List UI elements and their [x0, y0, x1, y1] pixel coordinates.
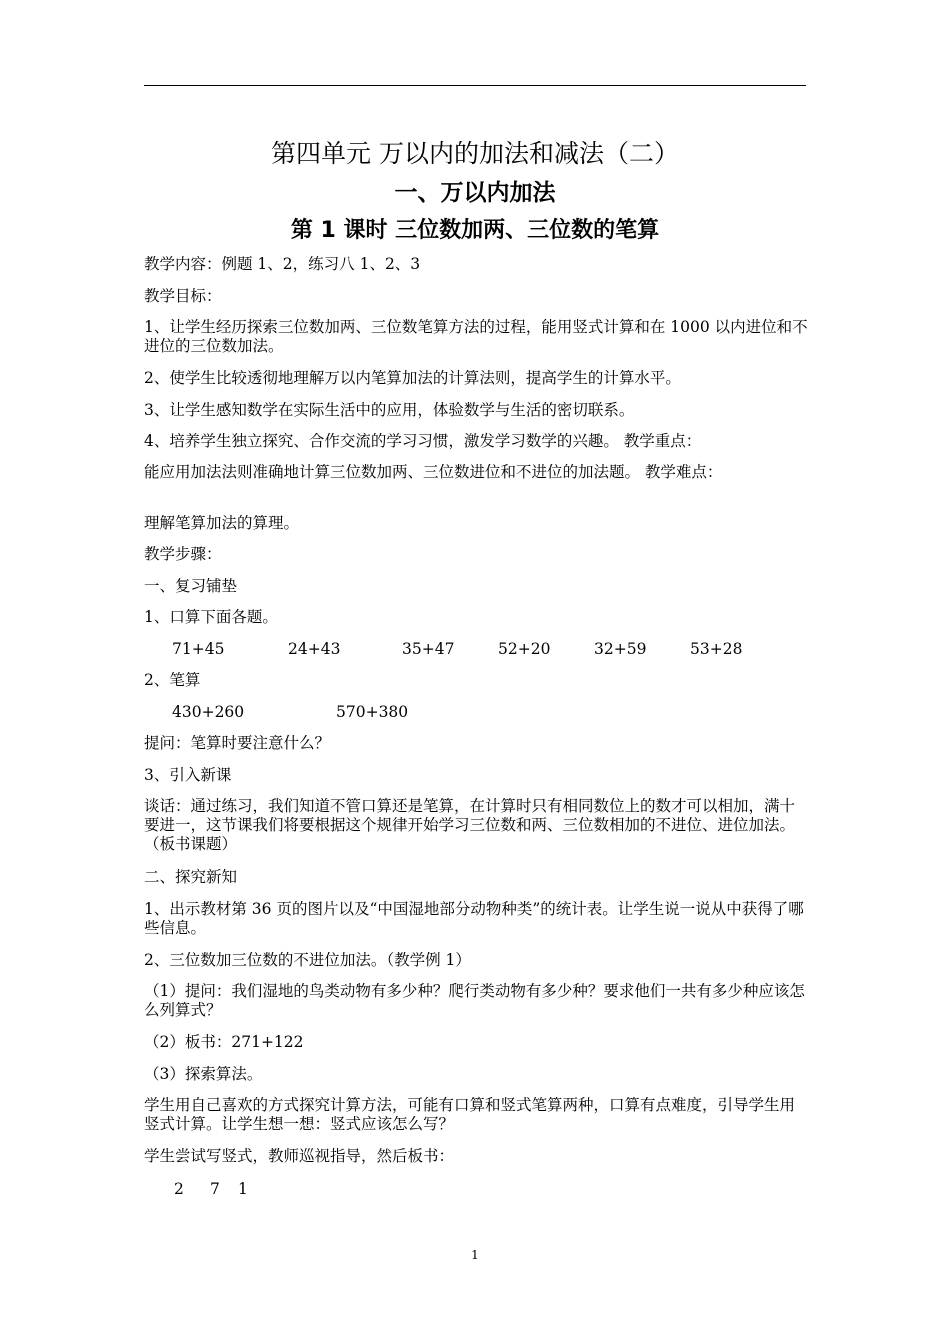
lesson-title: 第 1 课时 三位数加两、三位数的笔算: [290, 218, 660, 243]
goal-3: 3、让学生感知数学在实际生活中的应用，体验数学与生活的密切联系。: [144, 401, 635, 419]
difficulty: 理解笔算加法的算理。: [144, 514, 300, 532]
header-rule: [144, 85, 806, 86]
goal-2: 2、使学生比较透彻地理解万以内笔算加法的计算法则，提高学生的计算水平。: [144, 369, 681, 387]
sub-3: （3）探索算法。: [144, 1065, 263, 1083]
explore-1: 1、出示教材第 36 页的图片以及“中国湿地部分动物种类”的统计表。让学生说一说从中获得了哪些信息。: [144, 900, 804, 937]
oral-calc: 53+28: [690, 640, 743, 658]
unit-title: 第四单元 万以内的加法和减法（二）: [271, 139, 679, 168]
teaching-content: 教学内容：例题 1、2，练习八 1、2、3: [144, 255, 421, 273]
explore-2: 2、三位数加三位数的不进位加法。（教学例 1）: [144, 951, 471, 969]
key-point: 能应用加法法则准确地计算三位数加两、三位数进位和不进位的加法题。 教学难点：: [144, 463, 723, 481]
board-paragraph: 学生尝试写竖式，教师巡视指导，然后板书：: [144, 1147, 455, 1165]
oral-calc: 71+45: [172, 640, 225, 658]
written-heading: 2、笔算: [144, 671, 201, 689]
steps-label: 教学步骤：: [144, 545, 222, 563]
question: 提问：笔算时要注意什么？: [144, 734, 331, 752]
review-heading: 一、复习铺垫: [144, 577, 238, 595]
oral-calc: 35+47: [402, 640, 455, 658]
page-number: 1: [471, 1248, 479, 1262]
section-title: 一、万以内加法: [394, 180, 556, 206]
explore-heading: 二、探究新知: [144, 868, 238, 886]
oral-heading: 1、口算下面各题。: [144, 608, 278, 626]
oral-calc: 32+59: [594, 640, 647, 658]
vertical-digit: 7: [210, 1180, 220, 1198]
written-calc: 430+260: [172, 703, 245, 721]
sub-2: （2）板书：271+122: [144, 1033, 304, 1051]
oral-calc: 52+20: [498, 640, 551, 658]
goals-label: 教学目标：: [144, 287, 222, 305]
oral-calc: 24+43: [288, 640, 341, 658]
sub-1: （1）提问：我们湿地的鸟类动物有多少种？爬行类动物有多少种？要求他们一共有多少种应该怎么列算式？: [144, 982, 805, 1019]
vertical-digit: 1: [238, 1180, 248, 1198]
vertical-digit: 2: [174, 1180, 184, 1198]
talk-paragraph: 谈话：通过练习，我们知道不管口算还是笔算，在计算时只有相同数位上的数才可以相加，满十要进一，这节课我们将要根据这个规律开始学习三位数和两、三位数相加的不进位、进位加法。（板书课题）: [144, 797, 796, 853]
goal-4: 4、培养学生独立探究、合作交流的学习习惯，激发学习数学的兴趣。 教学重点：: [144, 432, 702, 450]
intro-heading: 3、引入新课: [144, 766, 232, 784]
written-calc: 570+380: [336, 703, 409, 721]
method-paragraph: 学生用自己喜欢的方式探究计算方法，可能有口算和竖式笔算两种，口算有点难度，引导学生用竖式计算。让学生想一想：竖式应该怎么写？: [144, 1096, 796, 1133]
goal-1: 1、让学生经历探索三位数加两、三位数笔算方法的过程，能用竖式计算和在 1000 以内进位和不进位的三位数加法。: [144, 318, 808, 355]
